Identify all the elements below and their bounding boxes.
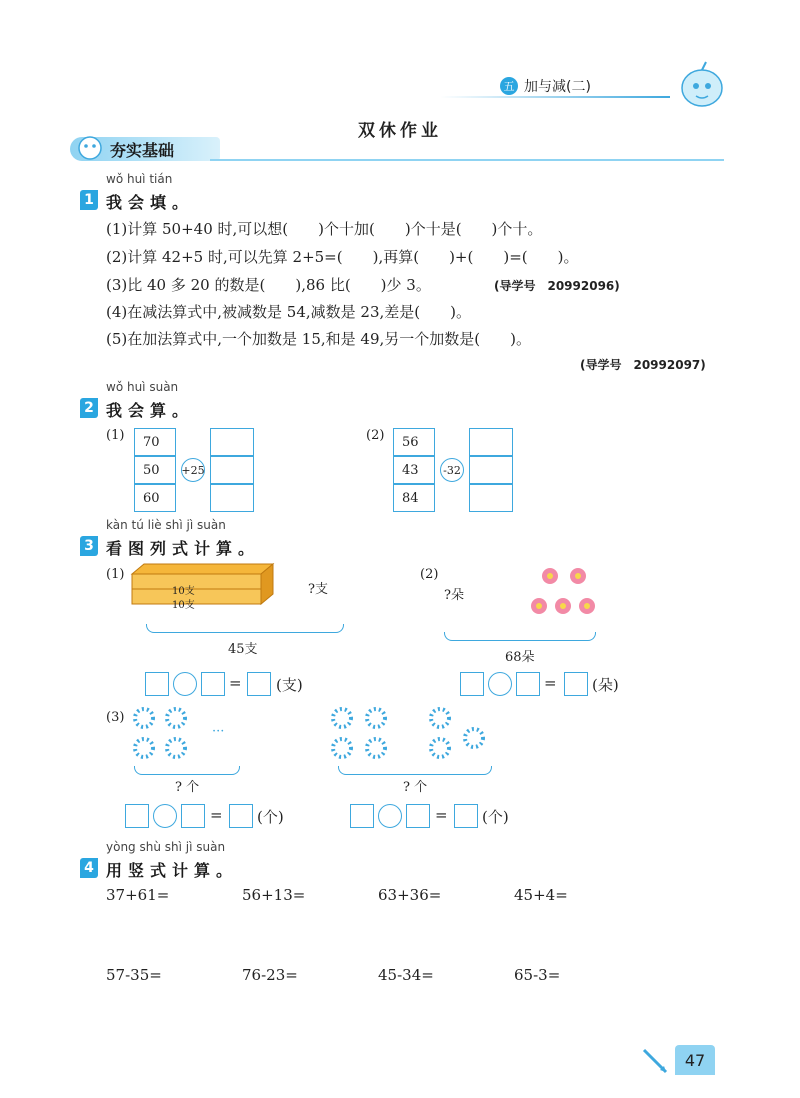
input-value-cell: 43: [393, 456, 435, 484]
section2-pinyin: wǒ huì suàn: [106, 380, 179, 394]
header-divider: [440, 96, 670, 98]
banner-cartoon-icon: [74, 134, 108, 162]
answer-box[interactable]: [350, 804, 374, 828]
section2-part1-label: (1): [106, 428, 125, 443]
section3-part2-label: (2): [420, 567, 439, 582]
equals-sign: =: [210, 806, 223, 824]
answer-box[interactable]: [406, 804, 430, 828]
flowers-illustration: [525, 562, 600, 620]
unit-header: [500, 76, 591, 96]
vertical-calc-item: 37+61=: [106, 886, 170, 904]
total-label: 68朵: [505, 650, 535, 665]
total-label: 45支: [228, 642, 258, 657]
brace: [444, 632, 596, 641]
equals-sign: =: [544, 674, 557, 692]
section2-part2-label: (2): [366, 428, 385, 443]
banner-divider: [210, 159, 724, 161]
section4-number: 4: [80, 858, 98, 878]
ellipsis-dots: ···: [212, 724, 225, 739]
operator-circle[interactable]: [488, 672, 512, 696]
answer-cell[interactable]: [210, 428, 254, 456]
section1-number: 1: [80, 190, 98, 210]
bead-groups-illustration: [328, 704, 493, 764]
vertical-calc-item: 65-3=: [514, 966, 561, 984]
unit-title: 加与减(二): [524, 79, 591, 95]
section3-part1-label: (1): [106, 567, 125, 582]
vertical-calc-item: 45+4=: [514, 886, 568, 904]
answer-box[interactable]: [229, 804, 253, 828]
answer-box[interactable]: [145, 672, 169, 696]
section1-pinyin: wǒ huì tián: [106, 172, 173, 186]
section4-pinyin: yòng shù shì jì suàn: [106, 840, 226, 854]
input-value-cell: 84: [393, 484, 435, 512]
question-mark-label: ?支: [308, 582, 328, 597]
answer-box[interactable]: [454, 804, 478, 828]
question-1-2: (2)计算 42+5 时,可以先算 2+5=( ),再算( )+( )=( )。: [106, 248, 579, 266]
section4-title: 用竖式计算。: [106, 861, 239, 880]
brace: [134, 766, 240, 775]
question-1-5: (5)在加法算式中,一个加数是 15,和是 49,另一个加数是( )。: [106, 330, 531, 348]
operator-circle[interactable]: [378, 804, 402, 828]
unit-label: (个): [482, 808, 509, 826]
section3-pinyin: kàn tú liè shì jì suàn: [106, 518, 226, 532]
guide-number-ref-1: (导学号 20992096): [494, 279, 620, 293]
guide-number-ref-2: (导学号 20992097): [580, 358, 706, 372]
vertical-calc-item: 56+13=: [242, 886, 306, 904]
section3-number: 3: [80, 536, 98, 556]
box-label-top: 10支: [172, 586, 195, 597]
unit-label: (朵): [592, 676, 619, 694]
question-1-1: (1)计算 50+40 时,可以想( )个十加( )个十是( )个十。: [106, 220, 543, 238]
answer-box[interactable]: [201, 672, 225, 696]
answer-cell[interactable]: [469, 456, 513, 484]
pencil-icon: [640, 1046, 670, 1076]
vertical-calc-item: 45-34=: [378, 966, 434, 984]
equals-sign: =: [435, 806, 448, 824]
answer-box[interactable]: [181, 804, 205, 828]
question-mark-label: ?朵: [444, 588, 464, 603]
section2-number: 2: [80, 398, 98, 418]
answer-box[interactable]: [564, 672, 588, 696]
answer-box[interactable]: [460, 672, 484, 696]
section3-title: 看图列式计算。: [106, 539, 261, 558]
bead-groups-illustration: [130, 704, 200, 764]
question-mark-label: ? 个: [403, 780, 428, 795]
input-value-cell: 60: [134, 484, 176, 512]
input-value-cell: 56: [393, 428, 435, 456]
question-1-3: (3)比 40 多 20 的数是( ),86 比( )少 3。: [106, 276, 431, 294]
operation-circle: +25: [181, 458, 205, 482]
vertical-calc-item: 76-23=: [242, 966, 298, 984]
answer-cell[interactable]: [469, 428, 513, 456]
answer-box[interactable]: [516, 672, 540, 696]
question-mark-label: ? 个: [175, 780, 200, 795]
unit-number-badge: 五: [500, 77, 518, 95]
brace: [146, 624, 344, 633]
box-label-bottom: 10支: [172, 600, 195, 611]
answer-cell[interactable]: [210, 456, 254, 484]
pencil-box-illustration: [130, 562, 275, 608]
operation-circle: -32: [440, 458, 464, 482]
page-number: 47: [675, 1045, 715, 1075]
vertical-calc-item: 57-35=: [106, 966, 162, 984]
input-value-cell: 50: [134, 456, 176, 484]
operator-circle[interactable]: [173, 672, 197, 696]
page-title: 双休作业: [358, 121, 442, 141]
banner-label: 夯实基础: [110, 140, 175, 160]
answer-box[interactable]: [247, 672, 271, 696]
answer-box[interactable]: [125, 804, 149, 828]
input-value-cell: 70: [134, 428, 176, 456]
section2-title: 我会算。: [106, 401, 195, 420]
section1-title: 我会填。: [106, 193, 195, 212]
equals-sign: =: [229, 674, 242, 692]
section3-part3-label: (3): [106, 710, 125, 725]
vertical-calc-item: 63+36=: [378, 886, 442, 904]
mascot-apple-icon: [650, 58, 730, 114]
unit-label: (个): [257, 808, 284, 826]
answer-cell[interactable]: [210, 484, 254, 512]
answer-cell[interactable]: [469, 484, 513, 512]
operator-circle[interactable]: [153, 804, 177, 828]
brace: [338, 766, 492, 775]
question-1-4: (4)在减法算式中,被减数是 54,减数是 23,差是( )。: [106, 303, 471, 321]
unit-label: (支): [276, 676, 303, 694]
